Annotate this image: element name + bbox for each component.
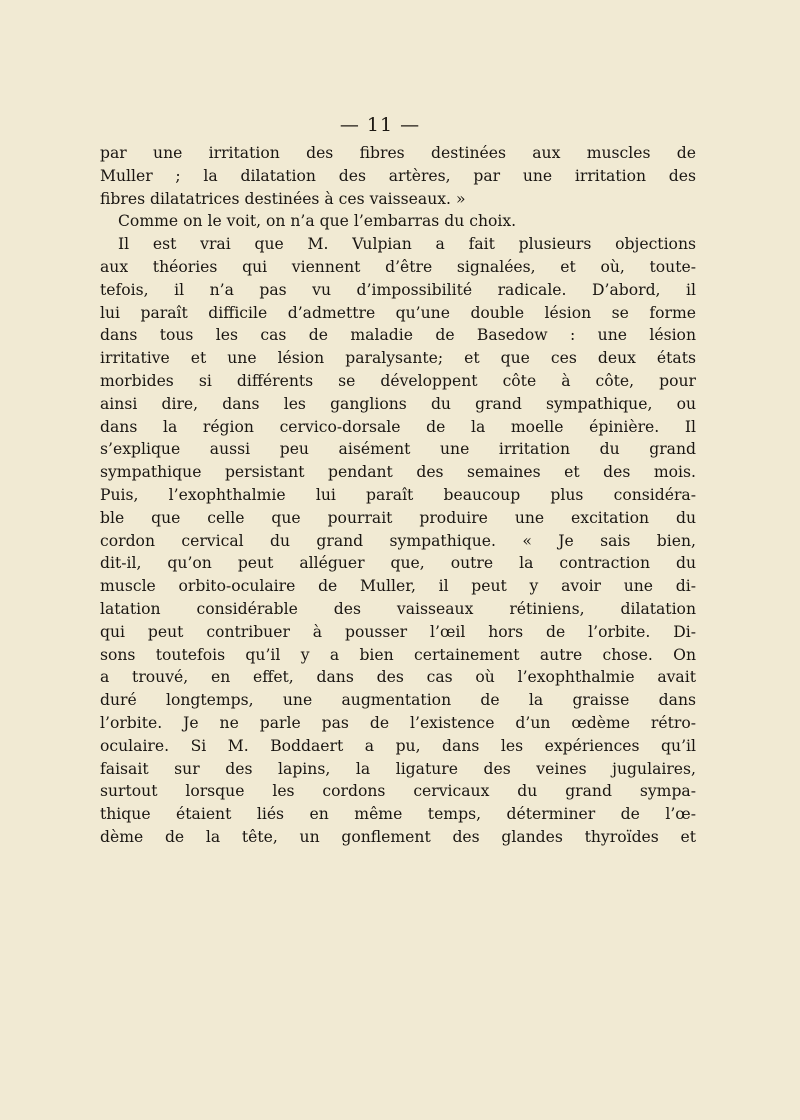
text-line: morbides si différents se développent côte à côte, pour — [100, 371, 696, 390]
text-line: irritative et une lésion paralysante; et que ces deux états — [100, 349, 696, 368]
body-text — [100, 142, 696, 849]
text-line: thique étaient liés en même temps, déterminer de l’œ- — [100, 805, 696, 824]
text-line: Comme on le voit, on n’a que l’embarras du choix. — [118, 212, 517, 231]
text-line: duré longtemps, une augmentation de la graisse dans — [100, 691, 696, 710]
text-line: muscle orbito-oculaire de Muller, il peut y avoir une di- — [100, 577, 696, 596]
text-line: dans tous les cas de maladie de Basedow : une lésion — [100, 326, 696, 345]
text-line: dans la région cervico-dorsale de la moelle épinière. Il — [100, 417, 696, 436]
text-line: latation considérable des vaisseaux rétiniens, dilatation — [100, 599, 696, 618]
text-line: l’orbite. Je ne parle pas de l’existence d’un œdème rétro- — [100, 713, 696, 732]
text-line: tefois, il n’a pas vu d’impossibilité radicale. D’abord, il — [100, 280, 696, 299]
text-line: faisait sur des lapins, la ligature des veines jugulaires, — [100, 759, 696, 778]
text-line: sons toutefois qu’il y a bien certainement autre chose. On — [100, 645, 696, 664]
text-line: sympathique persistant pendant des semaines et des mois. — [100, 463, 696, 482]
page-number: — 11 — — [339, 114, 421, 136]
text-line: aux théories qui viennent d’être signalées, et où, toute- — [100, 257, 696, 276]
text-line: dème de la tête, un gonflement des glandes thyroïdes et — [100, 827, 696, 846]
text-line: Muller ; la dilatation des artères, par une irritation des — [100, 166, 696, 185]
text-line: Il est vrai que M. Vulpian a fait plusieurs objections — [118, 235, 696, 254]
text-line: fibres dilatatrices destinées à ces vaisseaux. » — [100, 189, 466, 208]
text-line: par une irritation des fibres destinées aux muscles de — [100, 144, 696, 162]
text-line: s’explique aussi peu aisément une irritation du grand — [100, 440, 696, 459]
text-line: dit-il, qu’on peut alléguer que, outre la contraction du — [100, 554, 696, 573]
text-line: cordon cervical du grand sympathique. « Je sais bien, — [100, 531, 696, 550]
text-line: a trouvé, en effet, dans des cas où l’exophthalmie avait — [100, 668, 696, 687]
text-line: surtout lorsque les cordons cervicaux du grand sympa- — [100, 782, 696, 801]
text-line: ble que celle que pourrait produire une excitation du — [100, 508, 696, 527]
text-line: qui peut contribuer à pousser l’œil hors de l’orbite. Di- — [100, 622, 696, 641]
text-line: Puis, l’exophthalmie lui paraît beaucoup plus considéra- — [100, 485, 696, 504]
text-line: lui paraît difficile d’admettre qu’une double lésion se forme — [100, 303, 696, 322]
text-line: ainsi dire, dans les ganglions du grand sympathique, ou — [100, 394, 696, 413]
text-line: oculaire. Si M. Boddaert a pu, dans les expériences qu’il — [100, 736, 696, 755]
